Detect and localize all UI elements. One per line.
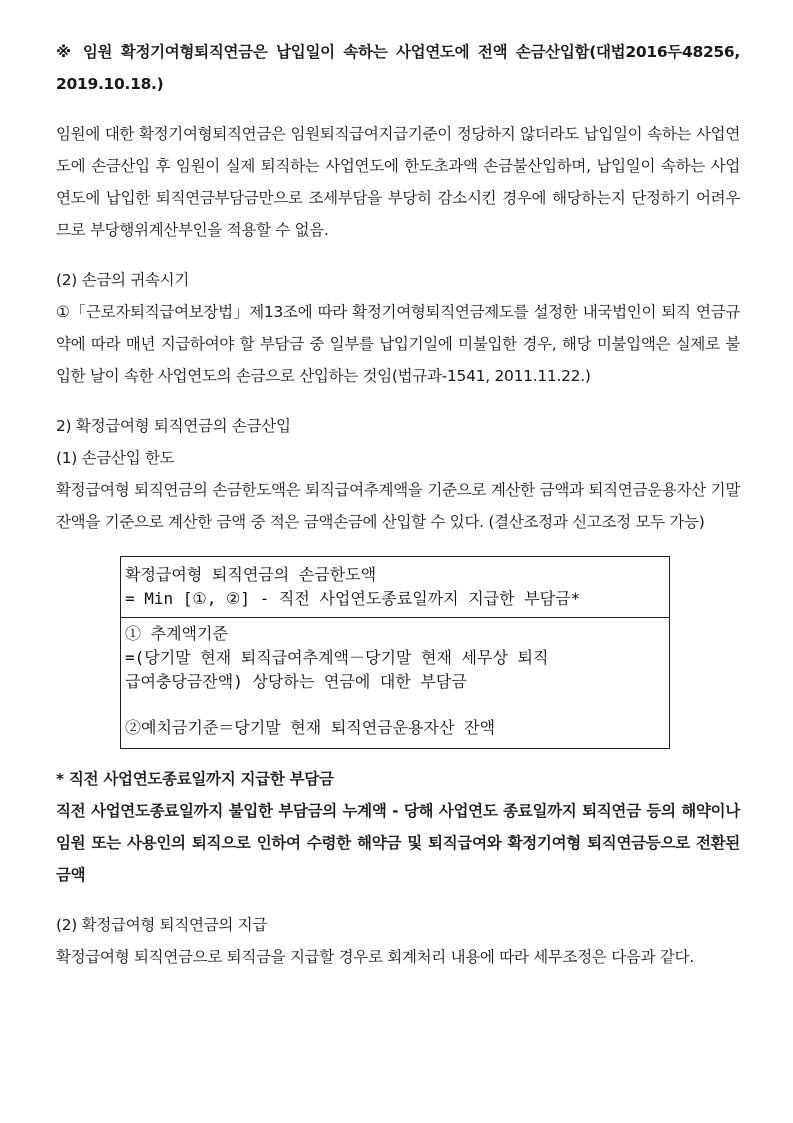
footnote-body: 직전 사업연도종료일까지 불입한 부담금의 누계액 - 당해 사업연도 종료일까지 퇴직연금 등의 해약이나 임원 또는 사용인의 퇴직으로 인하여 수령한 해약금 및 퇴직급여와 확정기여형 퇴직연금등으로 전환된 금액	[56, 802, 740, 884]
payment-section-body: 확정급여형 퇴직연금으로 퇴직금을 지급할 경우로 회계처리 내용에 따라 세무조정은 다음과 같다.	[56, 948, 694, 966]
formula-item1-line2: 급여충당금잔액) 상당하는 연금에 대한 부담금	[125, 672, 467, 691]
footnote-title: * 직전 사업연도종료일까지 지급한 부담금	[56, 770, 334, 788]
deduction-limit-formula-box	[120, 556, 670, 749]
formula-item1-line1: =(당기말 현재 퇴직급여추계액－당기말 현재 세무상 퇴직	[125, 648, 549, 667]
formula-box-body	[121, 618, 669, 748]
formula-title: 확정급여형 퇴직연금의 손금한도액	[125, 565, 377, 584]
formula-item1-title: ① 추계액기준	[125, 624, 228, 643]
db-section-subtitle: (1) 손금산입 한도	[56, 449, 175, 467]
db-section-title: 2) 확정급여형 퇴직연금의 손금산입	[56, 417, 291, 435]
formula-expression: = Min [①, ②] - 직전 사업연도종료일까지 지급한 부담금*	[125, 589, 581, 608]
dc-executive-body: 임원에 대한 확정기여형퇴직연금은 임원퇴직급여지급기준이 정당하지 않더라도 납입일이 속하는 사업연도에 손금산입 후 임원이 실제 퇴직하는 사업연도에 한도초과액 손금불산입하며, 납입일이 속하는 사업연도에 납입한 퇴직연금부담금만으로 조세부담을 부당히 감소시킨 경우에 해당하는지 단정하기 어려우므로 부당행위계산부인을 적용할 수 없음.	[56, 125, 740, 239]
timing-section-body: ①「근로자퇴직급여보장법」제13조에 따라 확정기여형퇴직연금제도를 설정한 내국법인이 퇴직 연금규약에 따라 매년 지급하여야 할 부담금 중 일부를 납입기일에 미불입한 경우, 해당 미불입액은 실제로 불입한 날이 속한 사업연도의 손금으로 산입하는 것임(법규과-1541, 2011.11.22.)	[56, 303, 740, 385]
document-page	[56, 36, 740, 973]
timing-section-title: (2) 손금의 귀속시기	[56, 271, 190, 289]
formula-item2: ②예치금기준＝당기말 현재 퇴직연금운용자산 잔액	[125, 718, 496, 737]
formula-box-header	[121, 557, 669, 618]
db-section-body: 확정급여형 퇴직연금의 손금한도액은 퇴직급여추계액을 기준으로 계산한 금액과 퇴직연금운용자산 기말잔액을 기준으로 계산한 금액 중 적은 금액손금에 산입할 수 있다. (결산조정과 신고조정 모두 가능)	[56, 481, 740, 531]
payment-section-title: (2) 확정급여형 퇴직연금의 지급	[56, 916, 268, 934]
dc-executive-heading: ※ 임원 확정기여형퇴직연금은 납입일이 속하는 사업연도에 전액 손금산입함(대법2016두48256, 2019.10.18.)	[56, 43, 740, 93]
